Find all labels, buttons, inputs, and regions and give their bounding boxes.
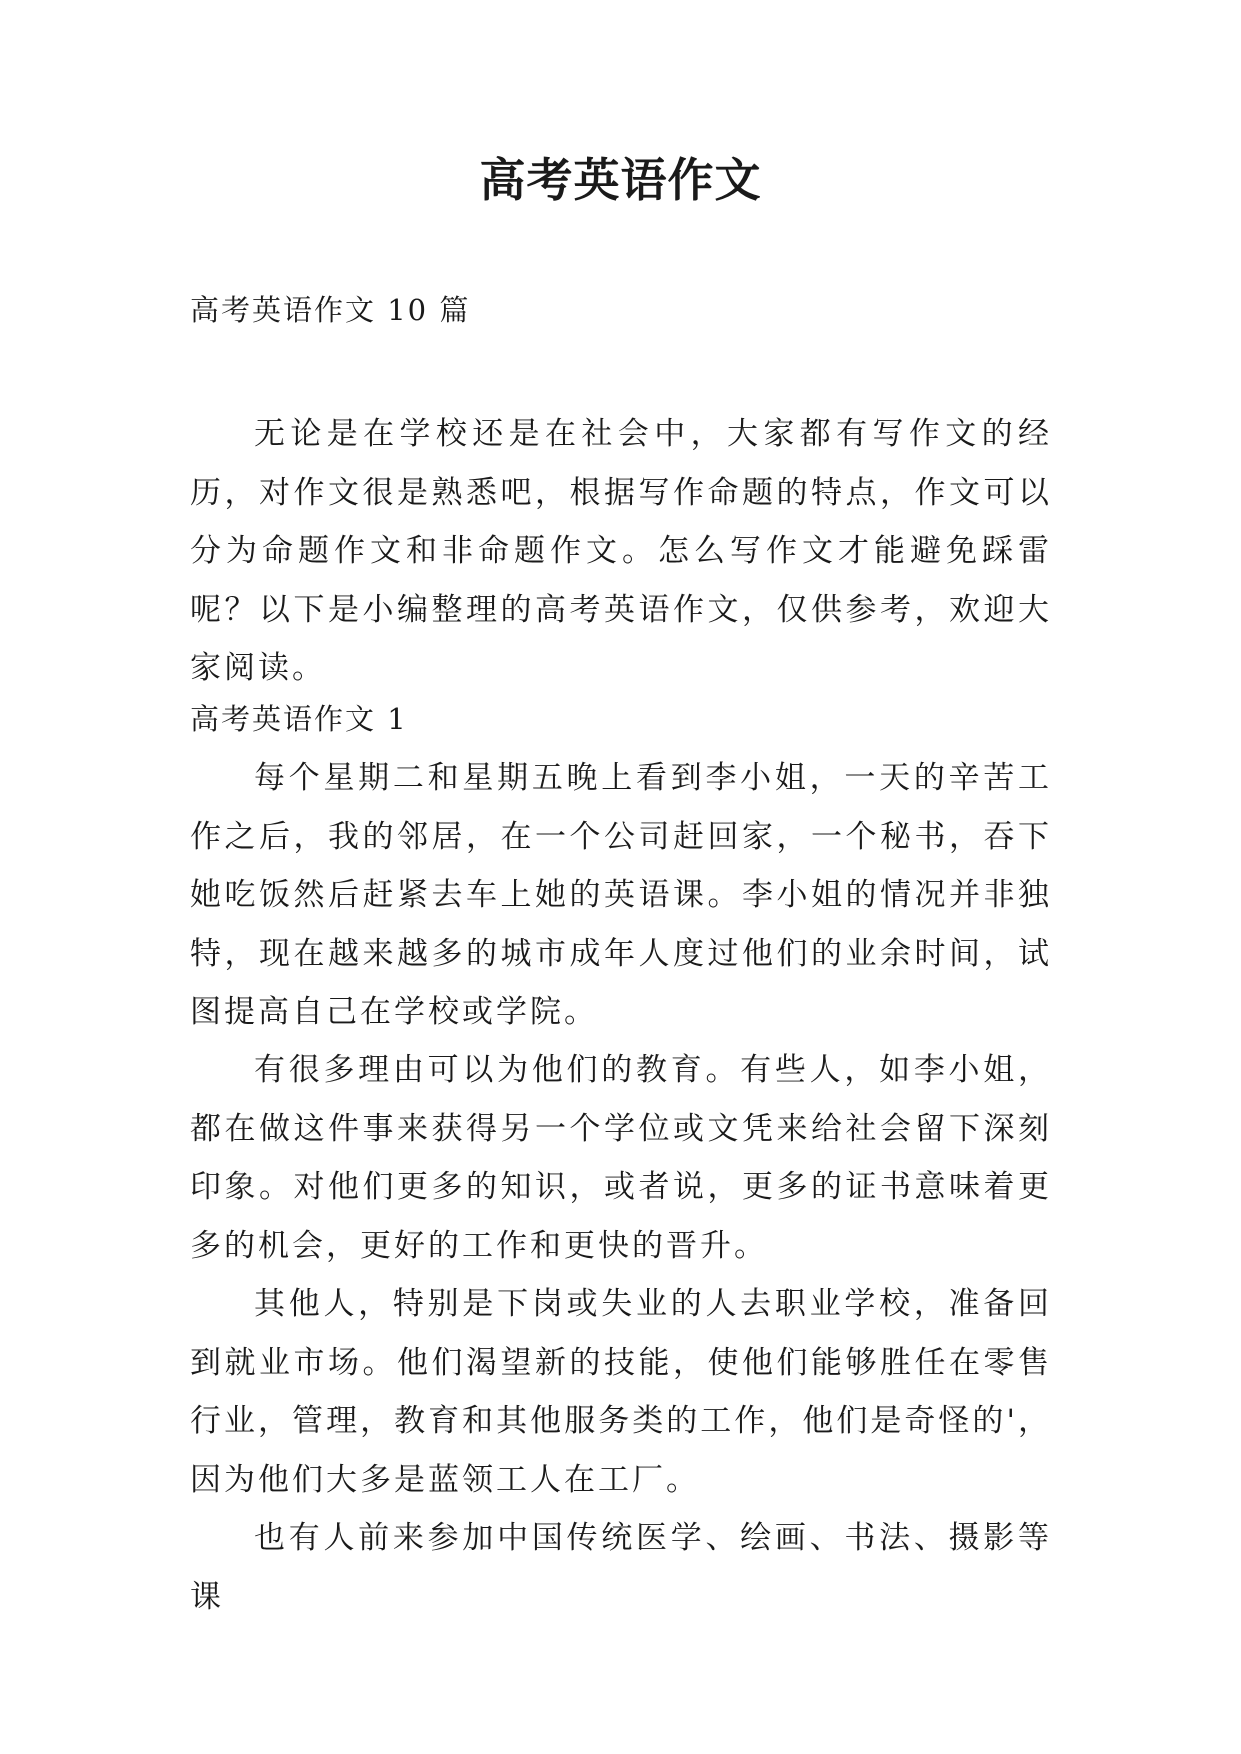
body-paragraph-1: 每个星期二和星期五晚上看到李小姐，一天的辛苦工作之后，我的邻居，在一个公司赶回家，一个秘书，吞下她吃饭然后赶紧去车上她的英语课。李小姐的情况并非独特，现在越来越多的城市成年人度过他们的业余时间，试图提高自己在学校或学院。 [190,760,1052,1030]
body-paragraph-2: 有很多理由可以为他们的教育。有些人，如李小姐，都在做这件事来获得另一个学位或文凭来给社会留下深刻印象。对他们更多的知识，或者说，更多的证书意味着更多的机会，更好的工作和更快的晋升。 [190,1052,1052,1264]
document-title: 高考英语作文 [479,153,762,207]
section-heading: 高考英语作文 1 [190,702,408,736]
body-paragraph-4: 也有人前来参加中国传统医学、绘画、书法、摄影等课 [190,1520,1052,1615]
intro-paragraph: 无论是在学校还是在社会中，大家都有写作文的经历，对作文很是熟悉吧，根据写作命题的特点，作文可以分为命题作文和非命题作文。怎么写作文才能避免踩雷呢？以下是小编整理的高考英语作文，仅供参考，欢迎大家阅读。 [190,416,1052,686]
body-paragraph-3: 其他人，特别是下岗或失业的人去职业学校，准备回到就业市场。他们渴望新的技能，使他们能够胜任在零售行业，管理，教育和其他服务类的工作，他们是奇怪的'，因为他们大多是蓝领工人在工厂。 [190,1286,1052,1498]
document-subtitle: 高考英语作文 10 篇 [190,293,471,327]
